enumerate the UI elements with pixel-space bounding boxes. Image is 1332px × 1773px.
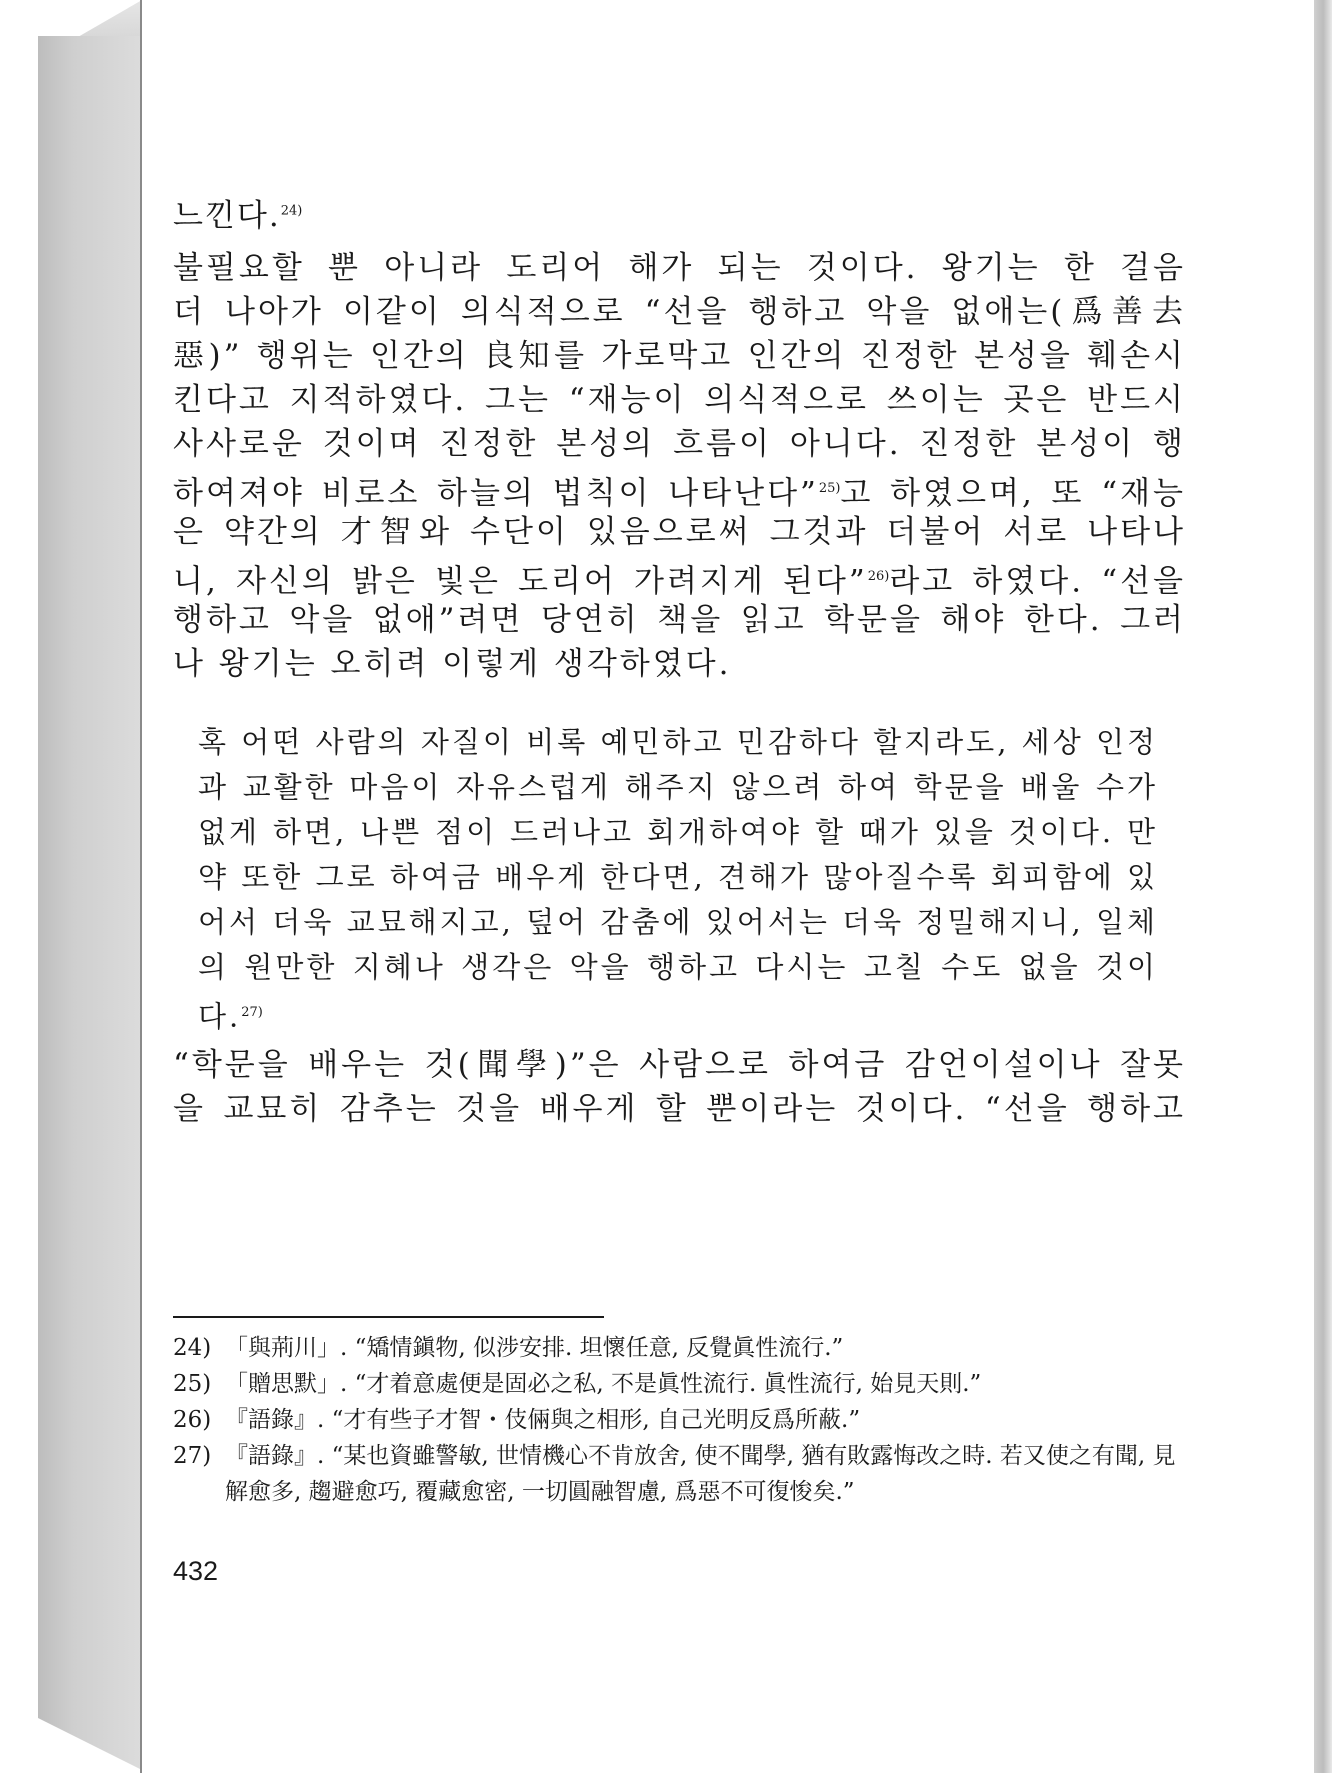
text-line: 행하고 악을 없애”려면 당연히 책을 읽고 학문을 해야 한다. 그러 — [173, 602, 1186, 638]
text-line: 불필요할 뿐 아니라 도리어 해가 되는 것이다. 왕기는 한 걸음 — [173, 250, 1186, 286]
footnotes — [173, 1330, 1193, 1510]
footnote-divider — [173, 1316, 604, 1318]
text-line: “학문을 배우는 것(聞學)”은 사람으로 하여금 감언이설이나 잘못 — [173, 1047, 1186, 1083]
text-line: 사사로운 것이며 진정한 본성의 흐름이 아니다. 진정한 본성이 행 — [173, 426, 1186, 462]
text-line: 惡)” 행위는 인간의 良知를 가로막고 인간의 진정한 본성을 훼손시 — [173, 338, 1186, 374]
footnote-ref: 24) — [280, 203, 303, 219]
text-line: 킨다고 지적하였다. 그는 “재능이 의식적으로 쓰이는 곳은 반드시 — [173, 382, 1186, 418]
book-spine — [38, 36, 142, 1770]
text-line: 을 교묘히 감추는 것을 배우게 할 뿐이라는 것이다. “선을 행하고 — [173, 1091, 1186, 1127]
text-line: 니, 자신의 밝은 빛은 도리어 가려지게 된다”$^{26)}$라고 하였다. “선을 — [173, 563, 1186, 600]
page-number: 432 — [173, 1556, 219, 1586]
footnote-ref: 26) — [867, 569, 890, 584]
footnote-26: 26) 『語錄』. “才有些子才智・伎倆與之相形, 自己光明反爲所蔽.” — [173, 1407, 861, 1433]
text-line: 더 나아가 이같이 의식적으로 “선을 행하고 악을 없애는(爲善去 — [173, 294, 1186, 330]
footnote-25: 25) 「贈思默」. “才着意處便是固必之私, 不是眞性流行. 眞性流行, 始見天則.” — [173, 1371, 982, 1397]
footnote-27: 27) 『語錄』. “某也資雖警敏, 世情機心不肯放舍, 使不聞學, 猶有敗露悔改之時. 若又使之有聞, 見解愈多, 趨避愈巧, 覆藏愈密, 一切圓融智慮, 爲惡不可復悛矣.” — [173, 1443, 1176, 1505]
footnote-ref: 25) — [818, 481, 841, 496]
text-line: 나 왕기는 오히려 이렇게 생각하였다. — [173, 646, 732, 682]
text-line: 하여져야 비로소 하늘의 법칙이 나타난다”$^{25)}$고 하였으며, 또 “재능 — [173, 475, 1186, 512]
footnote-ref: 27) — [241, 1005, 263, 1020]
paragraph-fragment: 느낀다.$^{24)}$ — [173, 198, 303, 234]
footnote-24: 24) 「與荊川」. “矯情鎭物, 似涉安排. 坦懷任意, 反覺眞性流行.” — [173, 1335, 844, 1361]
block-quote: 혹 어떤 사람의 자질이 비록 예민하고 민감하다 할지라도, 세상 인정과 교활한 마음이 자유스럽게 해주지 않으려 하여 학문을 배울 수가 없게 하면, 나쁜 점이 드러나고 회개하여야 할 때가 있을 것이다. 만약 또한 그로 하여금 배우게 한다면, 견해가 많아질수록 회피함에 있어서 더욱 교묘해지고, 덮어 감춤에 있어서는 더욱 정밀해지니, 일체의 원만한 지혜나 생각은 악을 행하고 다시는 고칠 수도 없을 것이다.$^{27)}$ — [198, 725, 1158, 1034]
text-line: 은 약간의 才智와 수단이 있음으로써 그것과 더불어 서로 나타나 — [173, 514, 1186, 550]
